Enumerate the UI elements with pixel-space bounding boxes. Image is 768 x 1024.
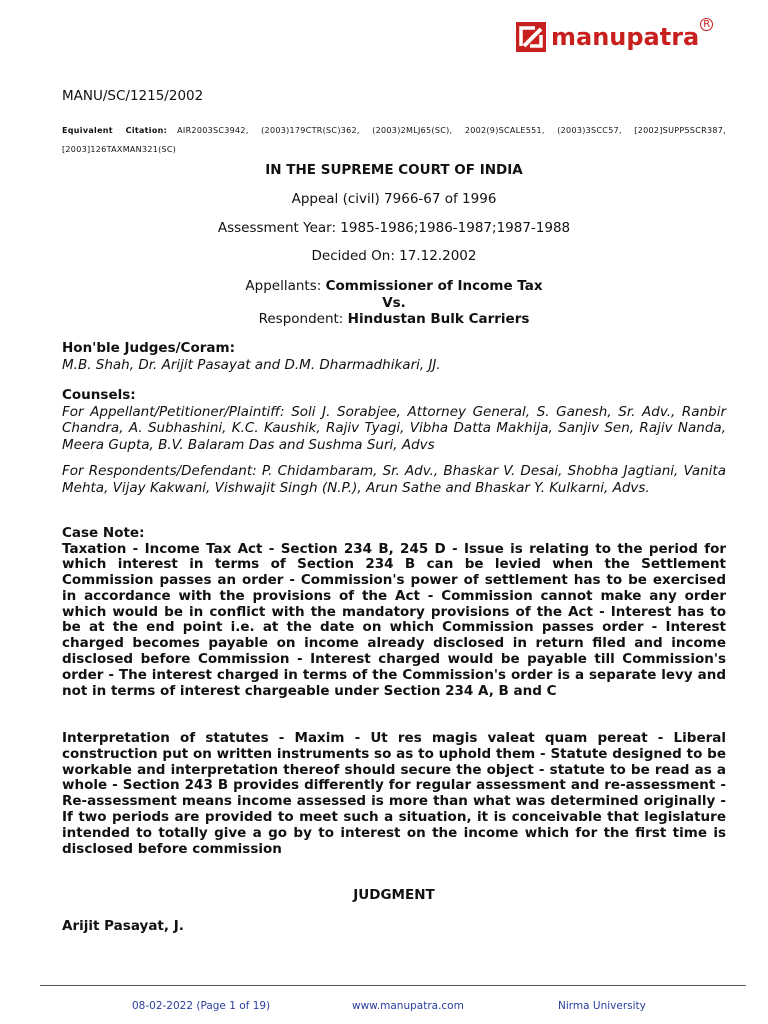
counsel-appellant: For Appellant/Petitioner/Plaintiff: Soli J. Sorabjee, Attorney General, S. Ganesh, Sr. Adv., Ranbir Chandra, A. Subhashini, K.C. Kaushik, Rajiv Tyagi, Vibha Datta Makhija, Sanjiv Sen, Rajiv Nanda, Meera Gupta, B.V. Balaram Das and Sushma Suri, Advs [62,403,726,453]
footer-institution: Nirma University [558,1000,646,1012]
case-note-taxation: Taxation - Income Tax Act - Section 234 B, 245 D - Issue is relating to the period for which interest in terms of Section 234 B can be levied when the Settlement Commission passes an order - Commission's power of settlement has to be exercised in accordance with the provisions of the Act - Commission cannot make any order which would be in conflict with the mandatory provisions of the Act - Interest has to be at the end point i.e. at the date on which Commission passes order - Interest charged becomes payable on income already disclosed in return filed and income disclosed before Commission - Interest charged would be payable till Commission's order - The interest charged in terms of the Commission's order is a separate levy and not in terms of interest chargeable under Section 234 A, B and C [62,540,726,699]
appellants-label: Appellants: [245,278,322,294]
respondent-line [62,311,726,328]
manupatra-logo-icon [516,22,546,52]
counsels-section [62,387,726,453]
appeal-number: Appeal (civil) 7966-67 of 1996 [291,191,497,207]
footer-divider [40,985,746,986]
manupatra-wordmark: manupatra [551,23,700,51]
case-note-section [62,525,726,699]
judgment-author: Arijit Pasayat, J. [62,918,184,934]
manupatra-logo [516,19,711,52]
equivalent-citation-list: AIR2003SC3942, (2003)179CTR(SC)362, (2003)2MLJ65(SC), 2002(9)SCALE551, (2003)3SCC57, [2002]SUPP5SCR387, [2003]126TAXMAN321(SC) [62,126,726,154]
registered-mark: R [700,18,713,31]
judges-section [62,340,726,373]
judges-names: M.B. Shah, Dr. Arijit Pasayat and D.M. Dharmadhikari, JJ. [62,356,441,373]
appellants-name: Commissioner of Income Tax [325,278,543,294]
decided-on-date: Decided On: 17.12.2002 [311,248,477,264]
assessment-year: Assessment Year: 1985-1986;1986-1987;1987-1988 [217,220,571,236]
equivalent-citations [62,121,726,159]
manu-citation-id: MANU/SC/1215/2002 [62,88,204,104]
judges-heading: Hon'ble Judges/Coram: [62,340,235,356]
parties-block [62,278,726,328]
equivalent-citation-label: Equivalent Citation: [62,126,168,135]
case-note-interpretation: Interpretation of statutes - Maxim - Ut res magis valeat quam pereat - Liberal construction put on written instruments so as to uphold them - Statute designed to be workable and interpretation thereof should secure the object - statute to be read as a whole - Section 243 B provides differently for regular assessment and re-assessment - Re-assessment means income assessed is more than what was determined originally - If two periods are provided to meet such a situation, it is conceivable that legislature intended to totally give a go by to interest on the income which for the first time is disclosed before commission [62,730,726,857]
counsels-heading: Counsels: [62,387,136,403]
court-name: IN THE SUPREME COURT OF INDIA [265,162,523,178]
respondent-name: Hindustan Bulk Carriers [347,311,530,327]
counsel-respondent: For Respondents/Defendant: P. Chidambaram, Sr. Adv., Bhaskar V. Desai, Shobha Jagtiani, Vanita Mehta, Vijay Kakwani, Vishwajit Singh (N.P.), Arun Sathe and Bhaskar Y. Kulkarni, Advs. [62,463,726,496]
versus-line [62,295,726,312]
versus-text: Vs. [382,294,406,311]
footer-date-page: 08-02-2022 (Page 1 of 19) [132,1000,271,1012]
case-note-heading: Case Note: [62,525,145,541]
appellants-line [62,278,726,295]
judgment-heading: JUDGMENT [353,887,435,903]
footer-website-link[interactable]: www.manupatra.com [352,1000,464,1012]
respondent-label: Respondent: [258,311,344,327]
